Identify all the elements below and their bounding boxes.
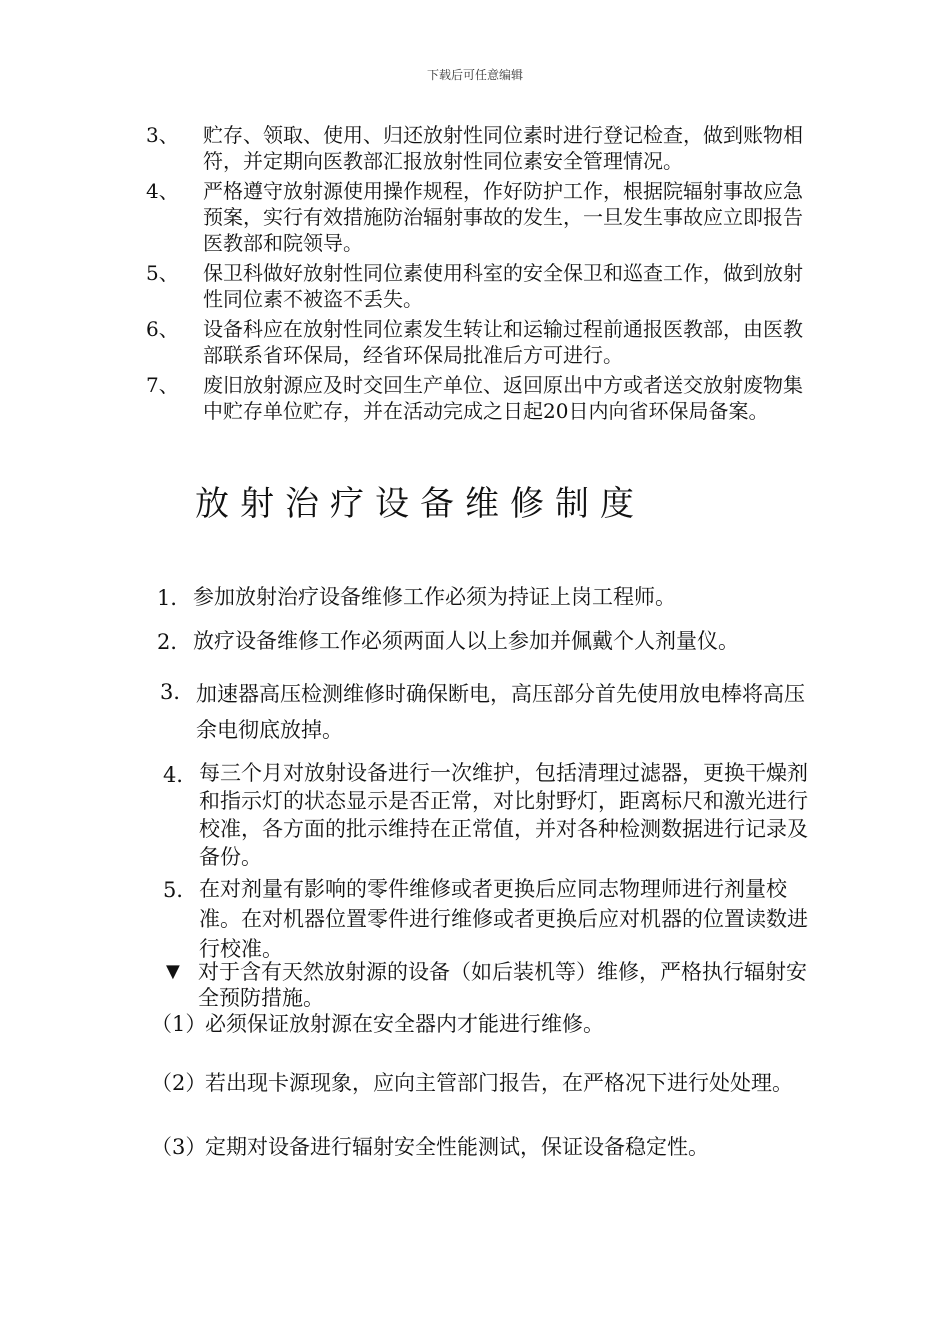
- rule-item: [0, 759, 950, 874]
- rule-text: 参加放射治疗设备维修工作必须为持证上岗工程师。: [193, 585, 676, 609]
- storage-rules-list: [0, 122, 950, 428]
- sub-item: [0, 1009, 950, 1064]
- triangle-bullet-icon: ▼: [166, 961, 180, 982]
- list-item: [0, 372, 950, 424]
- list-item: [0, 122, 950, 174]
- rule-item: [0, 676, 950, 759]
- item-text: 设备科应在放射性同位素发生转让和运输过程前通报医教部，由医教部联系省环保局，经省环保局批准后方可进行。: [203, 317, 803, 367]
- item-text: 严格遵守放射源使用操作规程，作好防护工作，根据院辐射事故应急预案，实行有效措施防治辐射事故的发生，一旦发生事故应立即报告医教部和院领导。: [203, 179, 803, 255]
- rule-item: [0, 626, 950, 676]
- section-title: 放射治疗设备维修制度: [195, 484, 645, 524]
- rule-number: 3．: [160, 680, 195, 704]
- rule-number: 4．: [163, 763, 198, 787]
- item-text: 贮存、领取、使用、归还放射性同位素时进行登记检查，做到账物相符，并定期向医教部汇报放射性同位素安全管理情况。: [203, 123, 803, 173]
- page-header: 下载后可任意编辑: [426, 68, 523, 82]
- rule-text: 对于含有天然放射源的设备（如后装机等）维修，严格执行辐射安全预防措施。: [198, 960, 807, 1010]
- rule-number: 5．: [163, 878, 198, 902]
- sub-item-number: （2）: [151, 1071, 207, 1095]
- item-number: 5、: [146, 261, 179, 285]
- maintenance-rules-list: [0, 582, 950, 1172]
- list-item: [0, 316, 950, 368]
- sub-item-text: 若出现卡源现象，应向主管部门报告，在严格况下进行处处理。: [205, 1071, 793, 1095]
- sub-item-text: 必须保证放射源在安全器内才能进行维修。: [205, 1012, 604, 1036]
- sub-item-text: 定期对设备进行辐射安全性能测试，保证设备稳定性。: [205, 1135, 709, 1159]
- sub-item: [0, 1064, 950, 1132]
- list-item: [0, 178, 950, 256]
- sub-item-number: （3）: [151, 1135, 207, 1159]
- item-number: 4、: [146, 179, 179, 203]
- item-text: 保卫科做好放射性同位素使用科室的安全保卫和巡查工作，做到放射性同位素不被盗不丢失。: [203, 261, 803, 311]
- rule-number: 1．: [157, 586, 192, 610]
- item-number: 6、: [146, 317, 179, 341]
- item-number: 3、: [146, 123, 179, 147]
- rule-item: [0, 959, 950, 1009]
- sub-item-number: （1）: [151, 1012, 207, 1036]
- item-number: 7、: [146, 373, 179, 397]
- sub-item: [0, 1132, 950, 1172]
- rule-text: 在对剂量有影响的零件维修或者更换后应同志物理师进行剂量校准。在对机器位置零件进行维修或者更换后应对机器的位置读数进行校准。: [199, 877, 808, 961]
- list-item: [0, 260, 950, 312]
- rule-text: 每三个月对放射设备进行一次维护，包括清理过滤器，更换干燥剂和指示灯的状态显示是否正常，对比射野灯，距离标尺和激光进行校准，各方面的批示维持在正常值，并对各种检测数据进行记录及备份。: [199, 761, 808, 869]
- item-text: 废旧放射源应及时交回生产单位、返回原出中方或者送交放射废物集中贮存单位贮存，并在活动完成之日起20日内向省环保局备案。: [203, 373, 803, 423]
- rule-item: [0, 582, 950, 626]
- rule-text: 放疗设备维修工作必须两面人以上参加并佩戴个人剂量仪。: [193, 629, 739, 653]
- rule-number: 2．: [157, 630, 192, 654]
- rule-item: [0, 874, 950, 959]
- rule-text: 加速器高压检测维修时确保断电，高压部分首先使用放电棒将高压余电彻底放掉。: [196, 682, 805, 742]
